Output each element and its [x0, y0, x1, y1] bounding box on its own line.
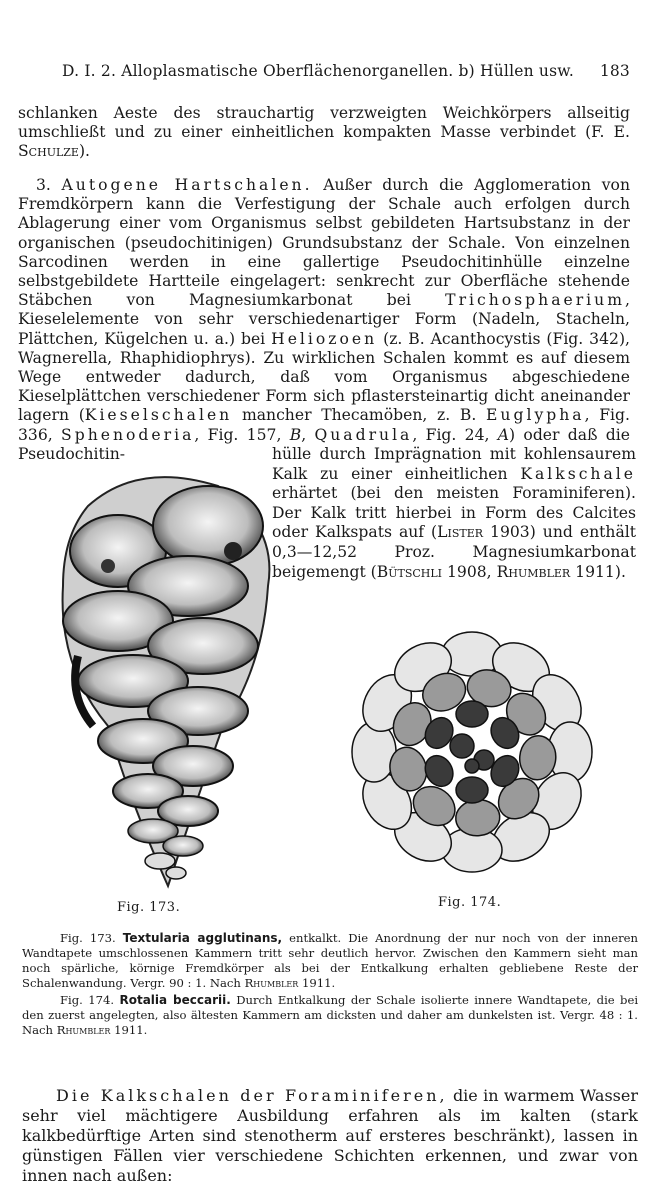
wrapped-text-column: hülle durch Imprägnation mit kohlensaurem Kalk zu einer einheitlichen Kalkschale erhärtet (bei den meisten Foraminiferen). Der Kalk tritt hierbei in Form des Calcites oder Kalkspats auf (Lister 1903) und enthält 0,3—12,52 Proz. Magnesiumkarbonat beigemengt (Bütschli 1908, Rhumbler 1911). [272, 445, 636, 581]
paragraph-autogene-hartschalen: 3. Autogene Hartschalen. Außer durch die Agglomeration von Fremdkörpern kann die Verfestigung der Schale auch erfolgen durch Ablagerung einer vom Organismus selbst gebildeten Hartsubstanz in der organischen (pseudochitinigen) Grundsubstanz der Schale. Von einzelnen Sarcodinen werden in eine gallertige Pseudochitinhülle einzelne selbstgebildete Hartteile eingelagert: senkrecht zur Oberfläche stehende Stäbchen von Magnesiumkarbonat bei Trichosphaerium, Kieselelemente von sehr verschiedenartiger Form (Nadeln, Stacheln, Plättchen, Kügelchen u. a.) bei Heliozoen (z. B. Acanthocystis (Fig. 342), Wagnerella, Rhaphidiophrys). Zu wirklichen Schalen kommt es auf diesem Wege entweder dadurch, daß vom Organismus abgeschiedene Kieselplättchen verschiedener Form sich pflastersteinartig dicht aneinander lagern (Kieselschalen mancher Thecamöben, z. B. Euglypha, Fig. 336, Sphenoderia, Fig. 157, B, Quadrula, Fig. 24, A) oder daß die Pseudochitin- [18, 176, 630, 463]
figure-173-textularia [48, 466, 276, 896]
running-header [62, 62, 630, 80]
genus-quadrula: Quadrula [314, 425, 413, 444]
page-number: 183 [599, 62, 630, 80]
caption-fig-173: Fig. 173. Textularia agglutinans, entkalkt. Die Anordnung der nur noch von der inneren Wandtapete umschlossenen Kammern tritt sehr deutlich hervor. Zwischen den Kammern sieht man noch spärliche, körnige Fremdkörper als bei der Entkalkung erhalten gebliebene Reste der Schalenwandung. Vergr. 90 : 1. Nach Rhumbler 1911. [22, 931, 639, 990]
genus-sphenoderia: Sphenoderia [61, 425, 195, 444]
paragraph-kalkschalen: Die Kalkschalen der Foraminiferen, die in warmem Wasser sehr viel mächtigere Ausbildung erfahren als im kalten (stark kalkbedürftige Arten sind stenotherm auf ersteres beschränkt), lassen in günstigen Fällen vier verschiedene Schichten erkennen, und zwar von innen nach außen: [22, 1086, 638, 1185]
species-rotalia: Rotalia beccarii. [119, 993, 231, 1007]
term-kieselschalen: Kieselschalen [84, 406, 233, 425]
term-kalkschale: Kalkschale [520, 464, 636, 483]
figure-173-label: Fig. 173. [117, 900, 181, 915]
genus-euglypha: Euglypha [486, 406, 585, 425]
genus-trichosphaerium: Trichosphaerium [445, 291, 626, 310]
caption-fig-174: Fig. 174. Rotalia beccarii. Durch Entkalkung der Schale isolierte innere Wandtapete, die bei den zuerst angelegten, also ältesten Kammern am dicksten und daher am dunkelsten ist. Vergr. 48 : 1. Nach Rhumbler 1911. [22, 993, 639, 1037]
section-heading-kalkschalen: Die Kalkschalen der Foraminiferen, [56, 1086, 448, 1105]
section-heading: Autogene Hartschalen. [61, 176, 313, 194]
running-title: D. I. 2. Alloplasmatische Oberflächenorganellen. b) Hüllen usw. [62, 62, 575, 80]
figure-174-label: Fig. 174. [438, 895, 502, 910]
genus-heliozoen: Heliozoen [271, 329, 378, 348]
figure-174-rotalia [356, 626, 588, 878]
author-citation: Schulze [18, 142, 79, 161]
species-textularia: Textularia agglutinans, [122, 931, 283, 945]
paragraph-continuation: schlanken Aeste des strauchartig verzweigten Weichkörpers allseitig umschließt und zu einer einheitlichen kompakten Masse verbindet (F. E. Schulze). [18, 104, 630, 161]
